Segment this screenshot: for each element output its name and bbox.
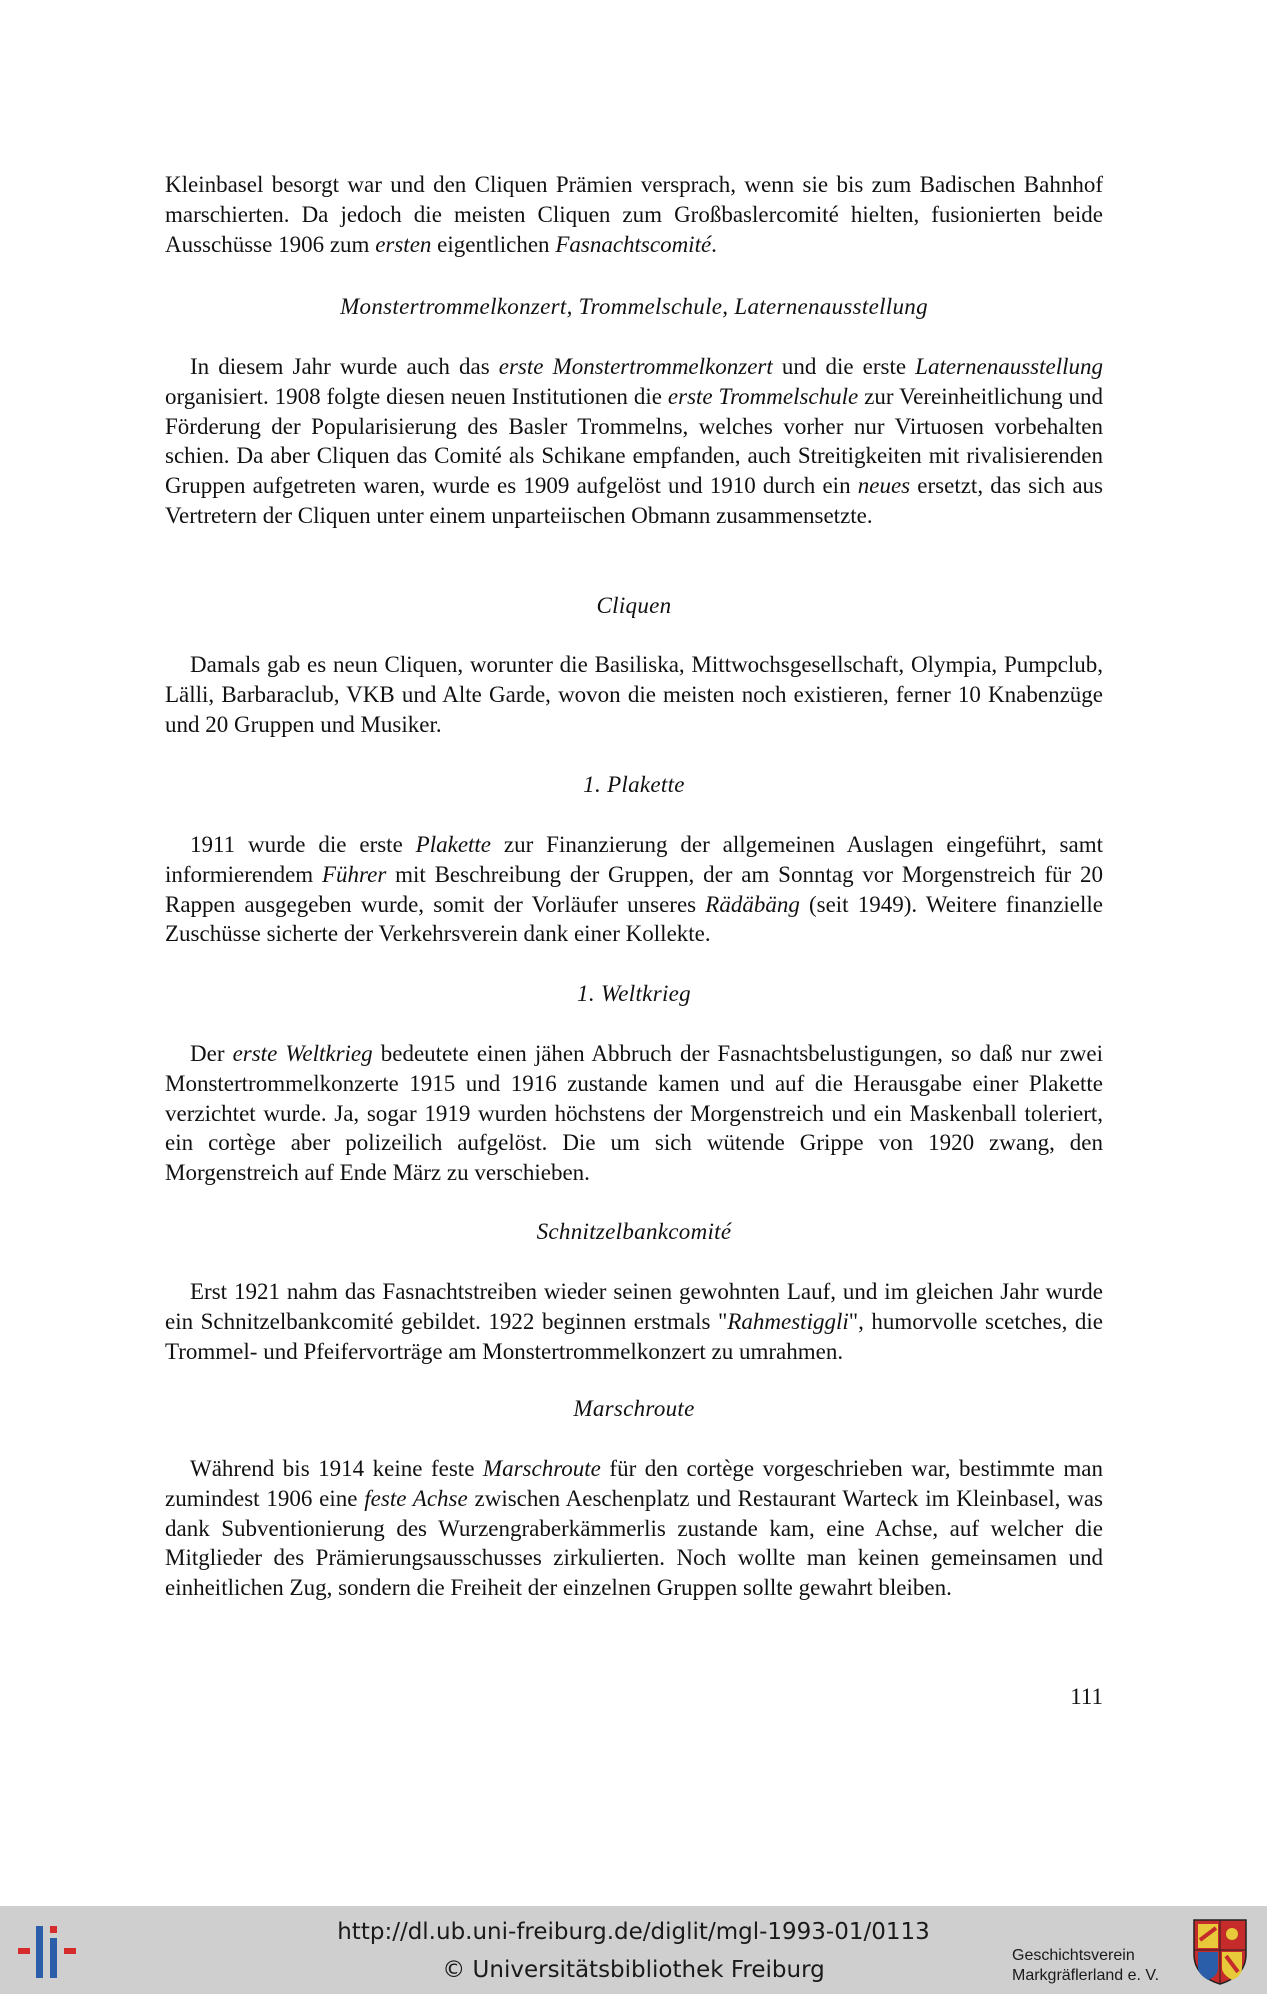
text-run: In diesem Jahr wurde auch das [190, 354, 499, 379]
italic-run: erste Trommelschule [667, 383, 859, 409]
paragraph-text [165, 830, 1103, 949]
italic-run: Fasnachtscomité [555, 231, 712, 257]
italic-run: Laternenausstellung [915, 354, 1103, 379]
text-run: organisiert. 1908 folgte diesen neuen Institutionen die [165, 383, 668, 409]
footer-bar [0, 1906, 1267, 1994]
heading-monstertrommelkonzert: Monstertrommelkonzert, Trommelschule, Laternenausstellung [340, 294, 928, 319]
paragraph-text [165, 1039, 1103, 1188]
text-run: bedeutete einen jähen Abbruch der Fasnachtsbelustigungen, so daß nur zwei Monstertrommelkonzerte 1915 und 1916 zustande kamen und auf die Herausgabe einer Plakette verzichtet wurde. Ja, sogar 1919 wurden höchstens der Morgenstreich und ein Maskenball toleriert, ein cortège aber polizeilich aufgelöst. Die um sich wütende Grippe von 1920 zwang, den Morgenstreich auf Ende März zu verschieben. [165, 1041, 1103, 1186]
text-run: Erst 1921 nahm das Fasnachtstreiben wieder seinen gewohnten Lauf, und im gleichen Jahr wurde ein Schnitzelbankcomité gebildet. 1922 beginnen erstmals " [165, 1279, 1103, 1334]
text-run: für den cortège vorgeschrieben war, bestimmte man zumindest 1906 eine [165, 1456, 1103, 1511]
para-marschroute [165, 1454, 1103, 1603]
italic-run: neues [857, 473, 911, 499]
para-schnitzelbankcomite [165, 1277, 1103, 1366]
italic-run: ersten [375, 231, 432, 257]
italic-run: Plakette [415, 832, 492, 857]
text-run: . [711, 231, 717, 257]
paragraph-text [165, 170, 1103, 259]
text-run: und die erste [772, 354, 916, 379]
text-run: Der [190, 1041, 233, 1066]
italic-run: erste Weltkrieg [232, 1041, 373, 1066]
para-cliquen [165, 650, 1103, 739]
para-intro [165, 170, 1103, 259]
italic-run: Marschroute [482, 1456, 601, 1481]
heading-cliquen: Cliquen [596, 593, 672, 618]
footer-society-line2: Markgräflerland e. V. [1012, 1967, 1160, 1984]
footer-url-link[interactable]: http://dl.ub.uni-freiburg.de/diglit/mgl-1993-01/0113 [337, 1919, 930, 1945]
text-run: Während bis 1914 keine feste [190, 1456, 483, 1481]
text-run: ", humorvolle scetches, die Trommel- und Pfeifervorträge am Monstertrommelkonzert zu umrahmen. [165, 1308, 1103, 1364]
para-monstertrommelkonzert [165, 352, 1103, 531]
paragraph-text [165, 650, 1103, 739]
text-run: (seit 1949). Weitere finanzielle Zuschüsse sicherte der Verkehrsverein dank einer Kollekte. [165, 891, 1103, 947]
text-run: 1911 wurde die erste [190, 832, 416, 857]
footer-copyright: © Universitätsbibliothek Freiburg [442, 1957, 825, 1983]
heading-schnitzelbankcomite: Schnitzelbankcomité [536, 1219, 732, 1244]
text-run: zur Vereinheitlichung und Förderung der Popularisierung des Basler Trommelns, welches vorher nur Virtuosen vorbehalten schien. Da aber Cliquen das Comité als Schikane empfanden, auch Streitigkeiten mit rivalisierenden Gruppen aufgetreten waren, wurde es 1909 aufgelöst und 1910 durch ein [165, 383, 1103, 499]
coat-of-arms-icon [1190, 1916, 1250, 1986]
heading-weltkrieg: 1. Weltkrieg [577, 981, 691, 1006]
para-weltkrieg [165, 1039, 1103, 1188]
text-run: eigentlichen [431, 231, 556, 257]
para-plakette [165, 830, 1103, 949]
italic-run: feste Achse [364, 1485, 468, 1511]
italic-run: Rahmestiggli [727, 1308, 849, 1334]
paragraph-text [165, 352, 1103, 531]
heading-marschroute: Marschroute [573, 1396, 695, 1421]
heading-plakette: 1. Plakette [583, 772, 685, 797]
paragraph-text [165, 1277, 1103, 1366]
page-number: 111 [1070, 1684, 1103, 1709]
text-run: zwischen Aeschenplatz und Restaurant Warteck im Kleinbasel, was dank Subventionierung des Wurzengraberkämmerlis zustande kam, eine Achse, auf welcher die Mitglieder des Prämierungsausschusses zirkulierten. Noch wollte man keinen gemeinsamen und einheitlichen Zug, sondern die Freiheit der einzelnen Gruppen sollte gewahrt bleiben. [165, 1485, 1103, 1601]
text-run: Kleinbasel besorgt war und den Cliquen Prämien versprach, wenn sie bis zum Badischen Bahnhof marschierten. Da jedoch die meisten Cliquen zum Großbaslercomité hielten, fusionierten beide Ausschüsse 1906 zum [165, 172, 1103, 257]
text-run: ersetzt, das sich aus Vertretern der Cliquen unter einem unparteiischen Obmann zusammensetzte. [165, 473, 1103, 528]
text-run: mit Beschreibung der Gruppen, der am Sonntag vor Morgenstreich für 20 Rappen ausgegeben wurde, somit der Vorläufer unseres [165, 861, 1103, 917]
paragraph-text [165, 1454, 1103, 1603]
text-run: zur Finanzierung der allgemeinen Auslagen eingeführt, samt informierendem [165, 832, 1103, 887]
italic-run: Rädäbäng [705, 891, 800, 917]
italic-run: erste Monstertrommelkonzert [498, 354, 773, 379]
footer-society [1012, 1946, 1192, 1986]
text-run: Damals gab es neun Cliquen, worunter die Basiliska, Mittwochsgesellschaft, Olympia, Pumpclub, Lälli, Barbaraclub, VKB und Alte Garde, wovon die meisten noch existieren, ferner 10 Knabenzüge und 20 Gruppen und Musiker. [165, 652, 1103, 737]
italic-run: Führer [321, 861, 387, 887]
footer-society-line1: Geschichtsverein [1012, 1947, 1135, 1964]
